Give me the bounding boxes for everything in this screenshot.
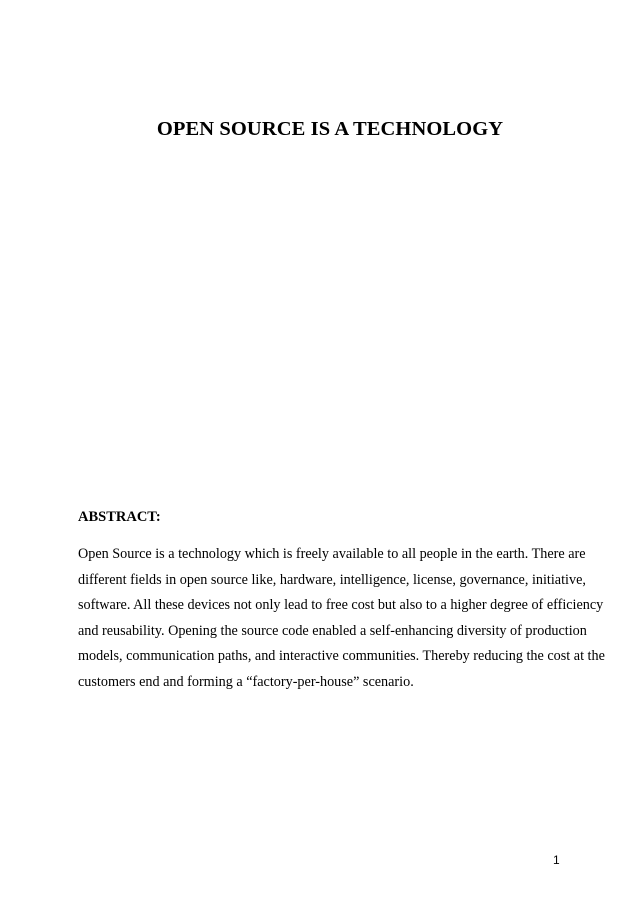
abstract-line: customers end and forming a “factory-per-house” scenario. — [78, 673, 414, 690]
abstract-line: Open Source is a technology which is freely available to all people in the earth. There are — [78, 546, 586, 562]
abstract-paragraph — [78, 542, 605, 696]
abstract-line: and reusability. Opening the source code enabled a self-enhancing diversity of production — [78, 622, 587, 639]
document-title: OPEN SOURCE IS A TECHNOLOGY — [156, 118, 504, 140]
page-number: 1 — [553, 853, 560, 867]
abstract-line: software. All these devices not only lead to free cost but also to a higher degree of efficiency — [78, 597, 604, 614]
abstract-heading: ABSTRACT: — [78, 509, 161, 525]
abstract-line: different fields in open source like, hardware, intelligence, license, governance, initiative, — [78, 571, 586, 588]
abstract-line: models, communication paths, and interactive communities. Thereby reducing the cost at the — [78, 648, 605, 665]
